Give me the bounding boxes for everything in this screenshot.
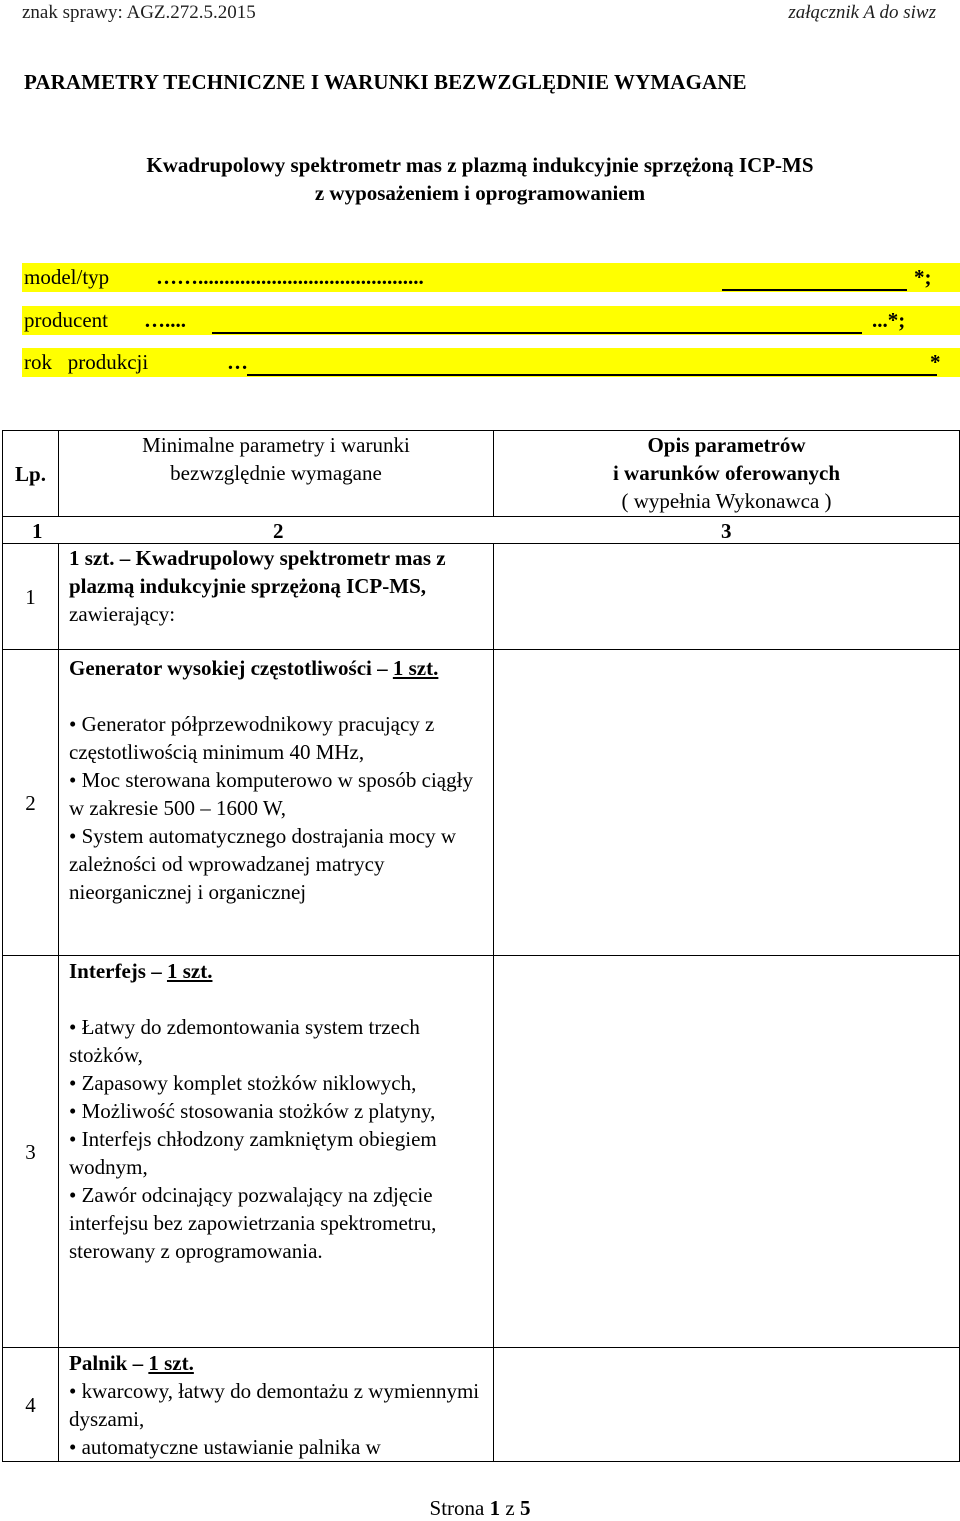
- table-row: [3, 1348, 960, 1462]
- row-opis-cell[interactable]: [494, 650, 960, 956]
- producer-end: ...*;: [872, 308, 906, 332]
- attachment-label: załącznik A do siwz: [788, 2, 936, 23]
- header-opis: Opis parametrów i warunków oferowanych ( wypełnia Wykonawca ): [494, 431, 960, 517]
- list-item: • Zawór odcinający pozwalający na zdjęcie interfejsu bez zapowietrzania spektrometru, sterowany z oprogramowania.: [69, 1183, 437, 1263]
- year-underline: [247, 374, 937, 376]
- row-opis-cell[interactable]: [494, 544, 960, 650]
- table-row: [3, 544, 960, 650]
- producer-underline: [212, 332, 862, 334]
- table-row: [3, 650, 960, 956]
- subtitle-line-2: z wyposażeniem i oprogramowaniem: [314, 181, 646, 205]
- year-end: *: [930, 350, 941, 374]
- row-lp: 2: [3, 650, 59, 956]
- requirements-table: [2, 430, 960, 1462]
- header-min-params: Minimalne parametry i warunki bezwzględnie wymagane: [59, 431, 494, 517]
- list-item: • kwarcowy, łatwy do demontażu z wymiennymi dyszami,: [69, 1379, 480, 1431]
- list-item: • Interfejs chłodzony zamkniętym obiegiem wodnym,: [69, 1127, 437, 1179]
- year-field: [22, 348, 960, 377]
- table-row: [3, 956, 960, 1348]
- row-lp: 4: [3, 1348, 59, 1462]
- row-lp: 1: [3, 544, 59, 650]
- header-lp: Lp.: [3, 431, 59, 517]
- model-underline: [722, 289, 907, 291]
- list-item: • Moc sterowana komputerowo w sposób ciągły w zakresie 500 – 1600 W,: [69, 768, 473, 820]
- col-number-3: 3: [721, 519, 732, 543]
- year-dots: …: [227, 350, 248, 374]
- row-content: Interfejs – 1 szt. • Łatwy do zdemontowania system trzech stożków, • Zapasowy komplet stożków niklowych, • Możliwość stosowania stożków z platyny, • Interfejs chłodzony zamkniętym obiegiem wodnym, • Zawór odcinający pozwalający na zdjęcie interfejsu bez zapowietrzania spektrometru, sterowany z oprogramowania.: [59, 956, 494, 1348]
- subtitle-line-1: Kwadrupolowy spektrometr mas z plazmą indukcyjnie sprzężoną ICP-MS: [146, 153, 814, 177]
- list-item: • Generator półprzewodnikowy pracujący z częstotliwością minimum 40 MHz,: [69, 712, 435, 764]
- row-content: Palnik – 1 szt. • kwarcowy, łatwy do demontażu z wymiennymi dyszami, • automatyczne ustawianie palnika w: [59, 1348, 494, 1462]
- table-header-row: [3, 431, 960, 517]
- year-label: rok produkcji: [24, 350, 149, 374]
- case-reference: znak sprawy: AGZ.272.5.2015: [22, 2, 256, 23]
- row-lp: 3: [3, 956, 59, 1348]
- list-item: • Zapasowy komplet stożków niklowych,: [69, 1071, 417, 1095]
- col-number-1: 1: [32, 519, 43, 543]
- col-number-2: 2: [273, 519, 284, 543]
- list-item: • Łatwy do zdemontowania system trzech stożków,: [69, 1015, 420, 1067]
- document-title: PARAMETRY TECHNICZNE I WARUNKI BEZWZGLĘDNIE WYMAGANE: [24, 70, 747, 94]
- page-footer: Strona 1 z 5: [429, 1496, 531, 1520]
- producer-label: producent: [24, 308, 108, 332]
- list-item: • Możliwość stosowania stożków z platyny,: [69, 1099, 436, 1123]
- producer-field: [22, 306, 960, 335]
- list-item: • System automatycznego dostrajania mocy w zależności od wprowadzanej matrycy nieorganicznej i organicznej: [69, 824, 457, 904]
- row-content: 1 szt. – Kwadrupolowy spektrometr mas z plazmą indukcyjnie sprzężoną ICP-MS, zawierający:: [59, 544, 494, 650]
- page-total: 5: [519, 1496, 531, 1520]
- column-number-row: [3, 517, 960, 544]
- model-label: model/typ: [24, 265, 110, 289]
- row-opis-cell[interactable]: [494, 1348, 960, 1462]
- model-field: [22, 263, 960, 292]
- row-opis-cell[interactable]: [494, 956, 960, 1348]
- model-dots: ……...........................................: [156, 265, 424, 289]
- producer-dots: …....: [144, 308, 186, 332]
- model-end: *;: [914, 265, 932, 289]
- row-content: Generator wysokiej częstotliwości – 1 szt. • Generator półprzewodnikowy pracujący z częstotliwością minimum 40 MHz, • Moc sterowana komputerowo w sposób ciągły w zakresie 500 – 1600 W, • System automatycznego dostrajania mocy w zależności od wprowadzanej matrycy nieorganicznej i organicznej: [59, 650, 494, 956]
- list-item: • automatyczne ustawianie palnika w: [69, 1435, 381, 1459]
- page-number: 1: [489, 1496, 501, 1520]
